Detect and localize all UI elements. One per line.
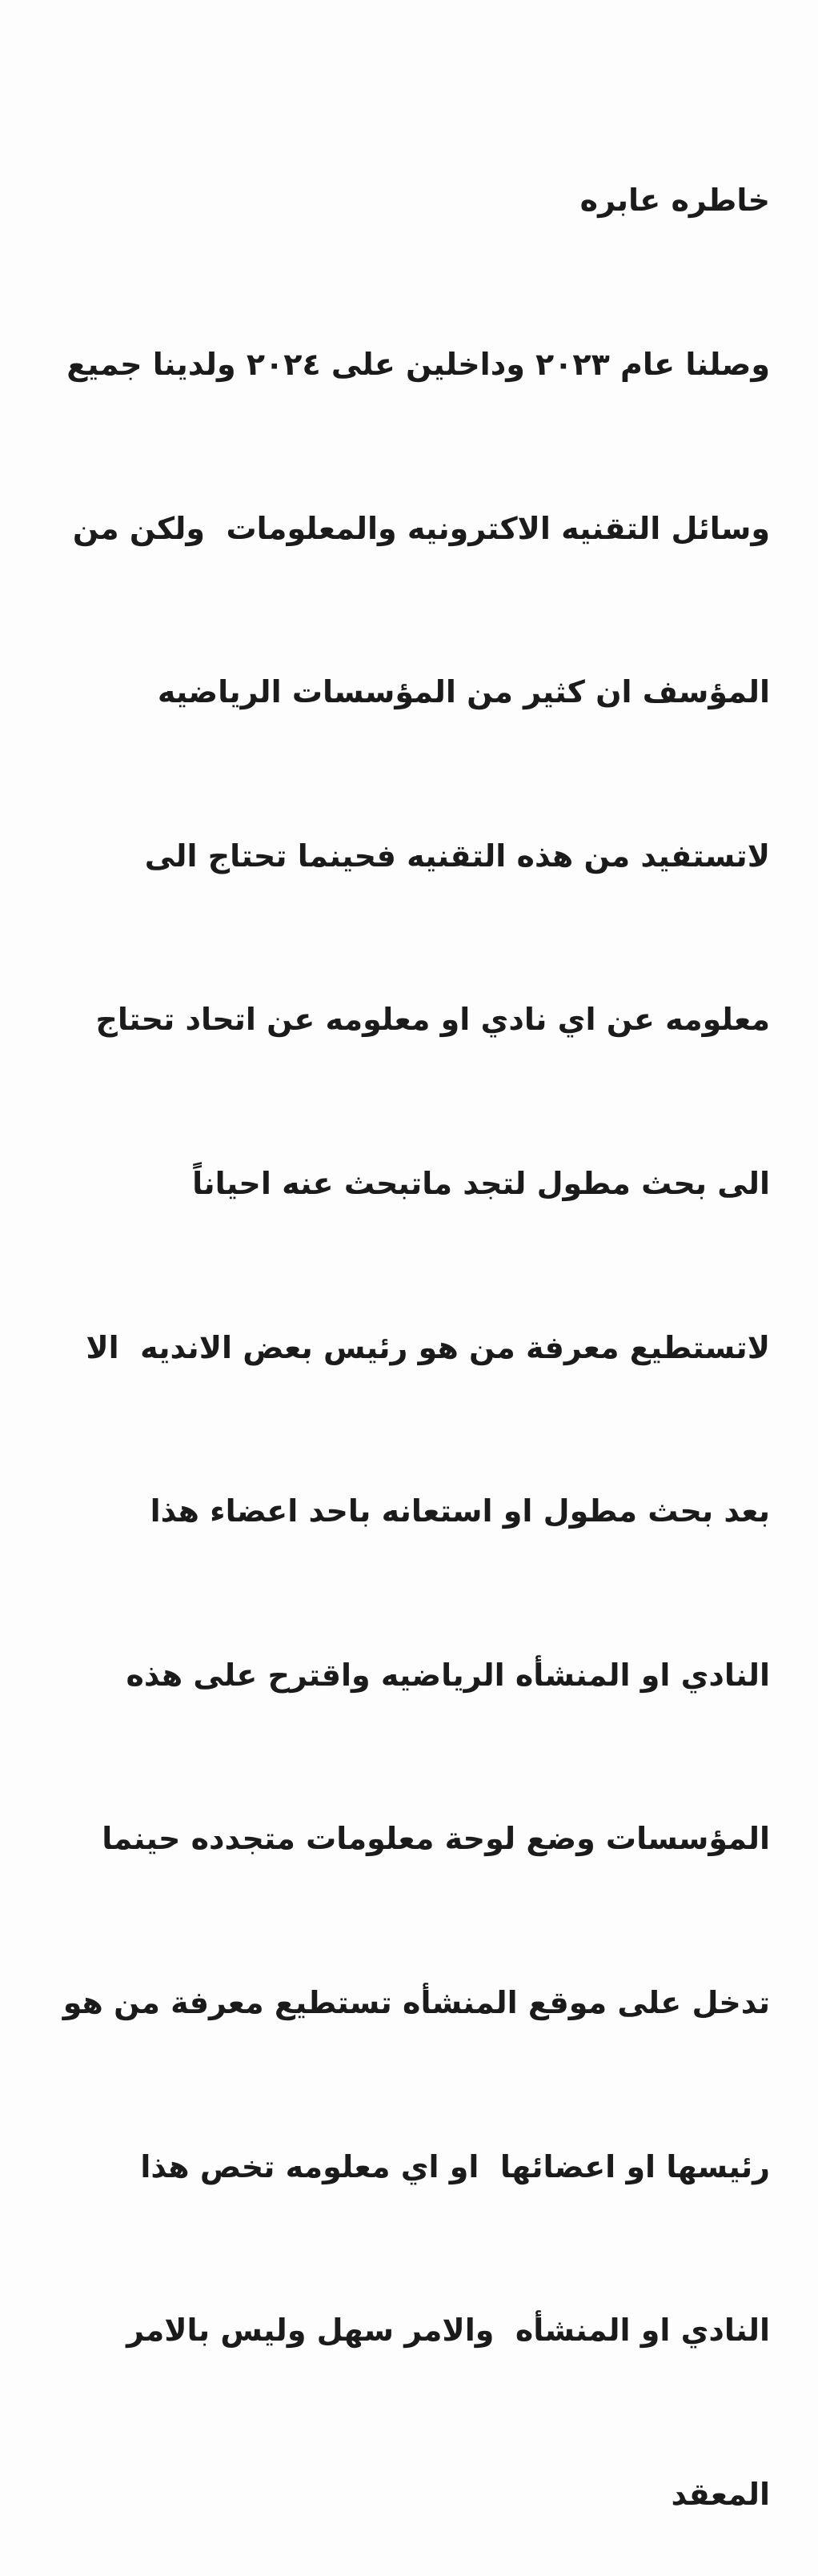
note-line: النادي او المنشأه والامر سهل وليس بالامر	[126, 2313, 770, 2349]
note-line: النادي او المنشأه الرياضيه واقترح على هذه	[126, 1657, 770, 1693]
note-line: الى بحث مطول لتجد ماتبحث عنه احياناً	[192, 1165, 770, 1201]
note-title: خاطره عابره	[579, 183, 770, 219]
note-line: وسائل التقنيه الاكترونيه والمعلومات ولكن من	[72, 510, 770, 546]
note-line: رئيسها او اعضائها او اي معلومه تخص هذا	[140, 2148, 770, 2184]
note-line: المؤسسات وضع لوحة معلومات متجدده حينما	[102, 1821, 770, 1857]
note-line: لاتستطيع معرفة من هو رئيس بعض الانديه الا	[86, 1329, 770, 1365]
note-text	[48, 64, 770, 2576]
note-line: المؤسف ان كثير من المؤسسات الرياضيه	[157, 674, 770, 710]
note-line: تدخل على موقع المنشأه تستطيع معرفة من هو	[62, 1984, 770, 2020]
note-line: لاتستفيد من هذه التقنيه فحينما تحتاج الى	[144, 838, 770, 874]
note-line: المعقد	[671, 2476, 770, 2512]
note-line: معلومه عن اي نادي او معلومه عن اتحاد تحتاج	[95, 1002, 770, 1038]
note-line: بعد بحث مطول او استعانه باحد اعضاء هذا	[150, 1493, 770, 1529]
note-line: وصلنا عام ٢٠٢٣ وداخلين على ٢٠٢٤ ولدينا جميع	[66, 347, 770, 382]
